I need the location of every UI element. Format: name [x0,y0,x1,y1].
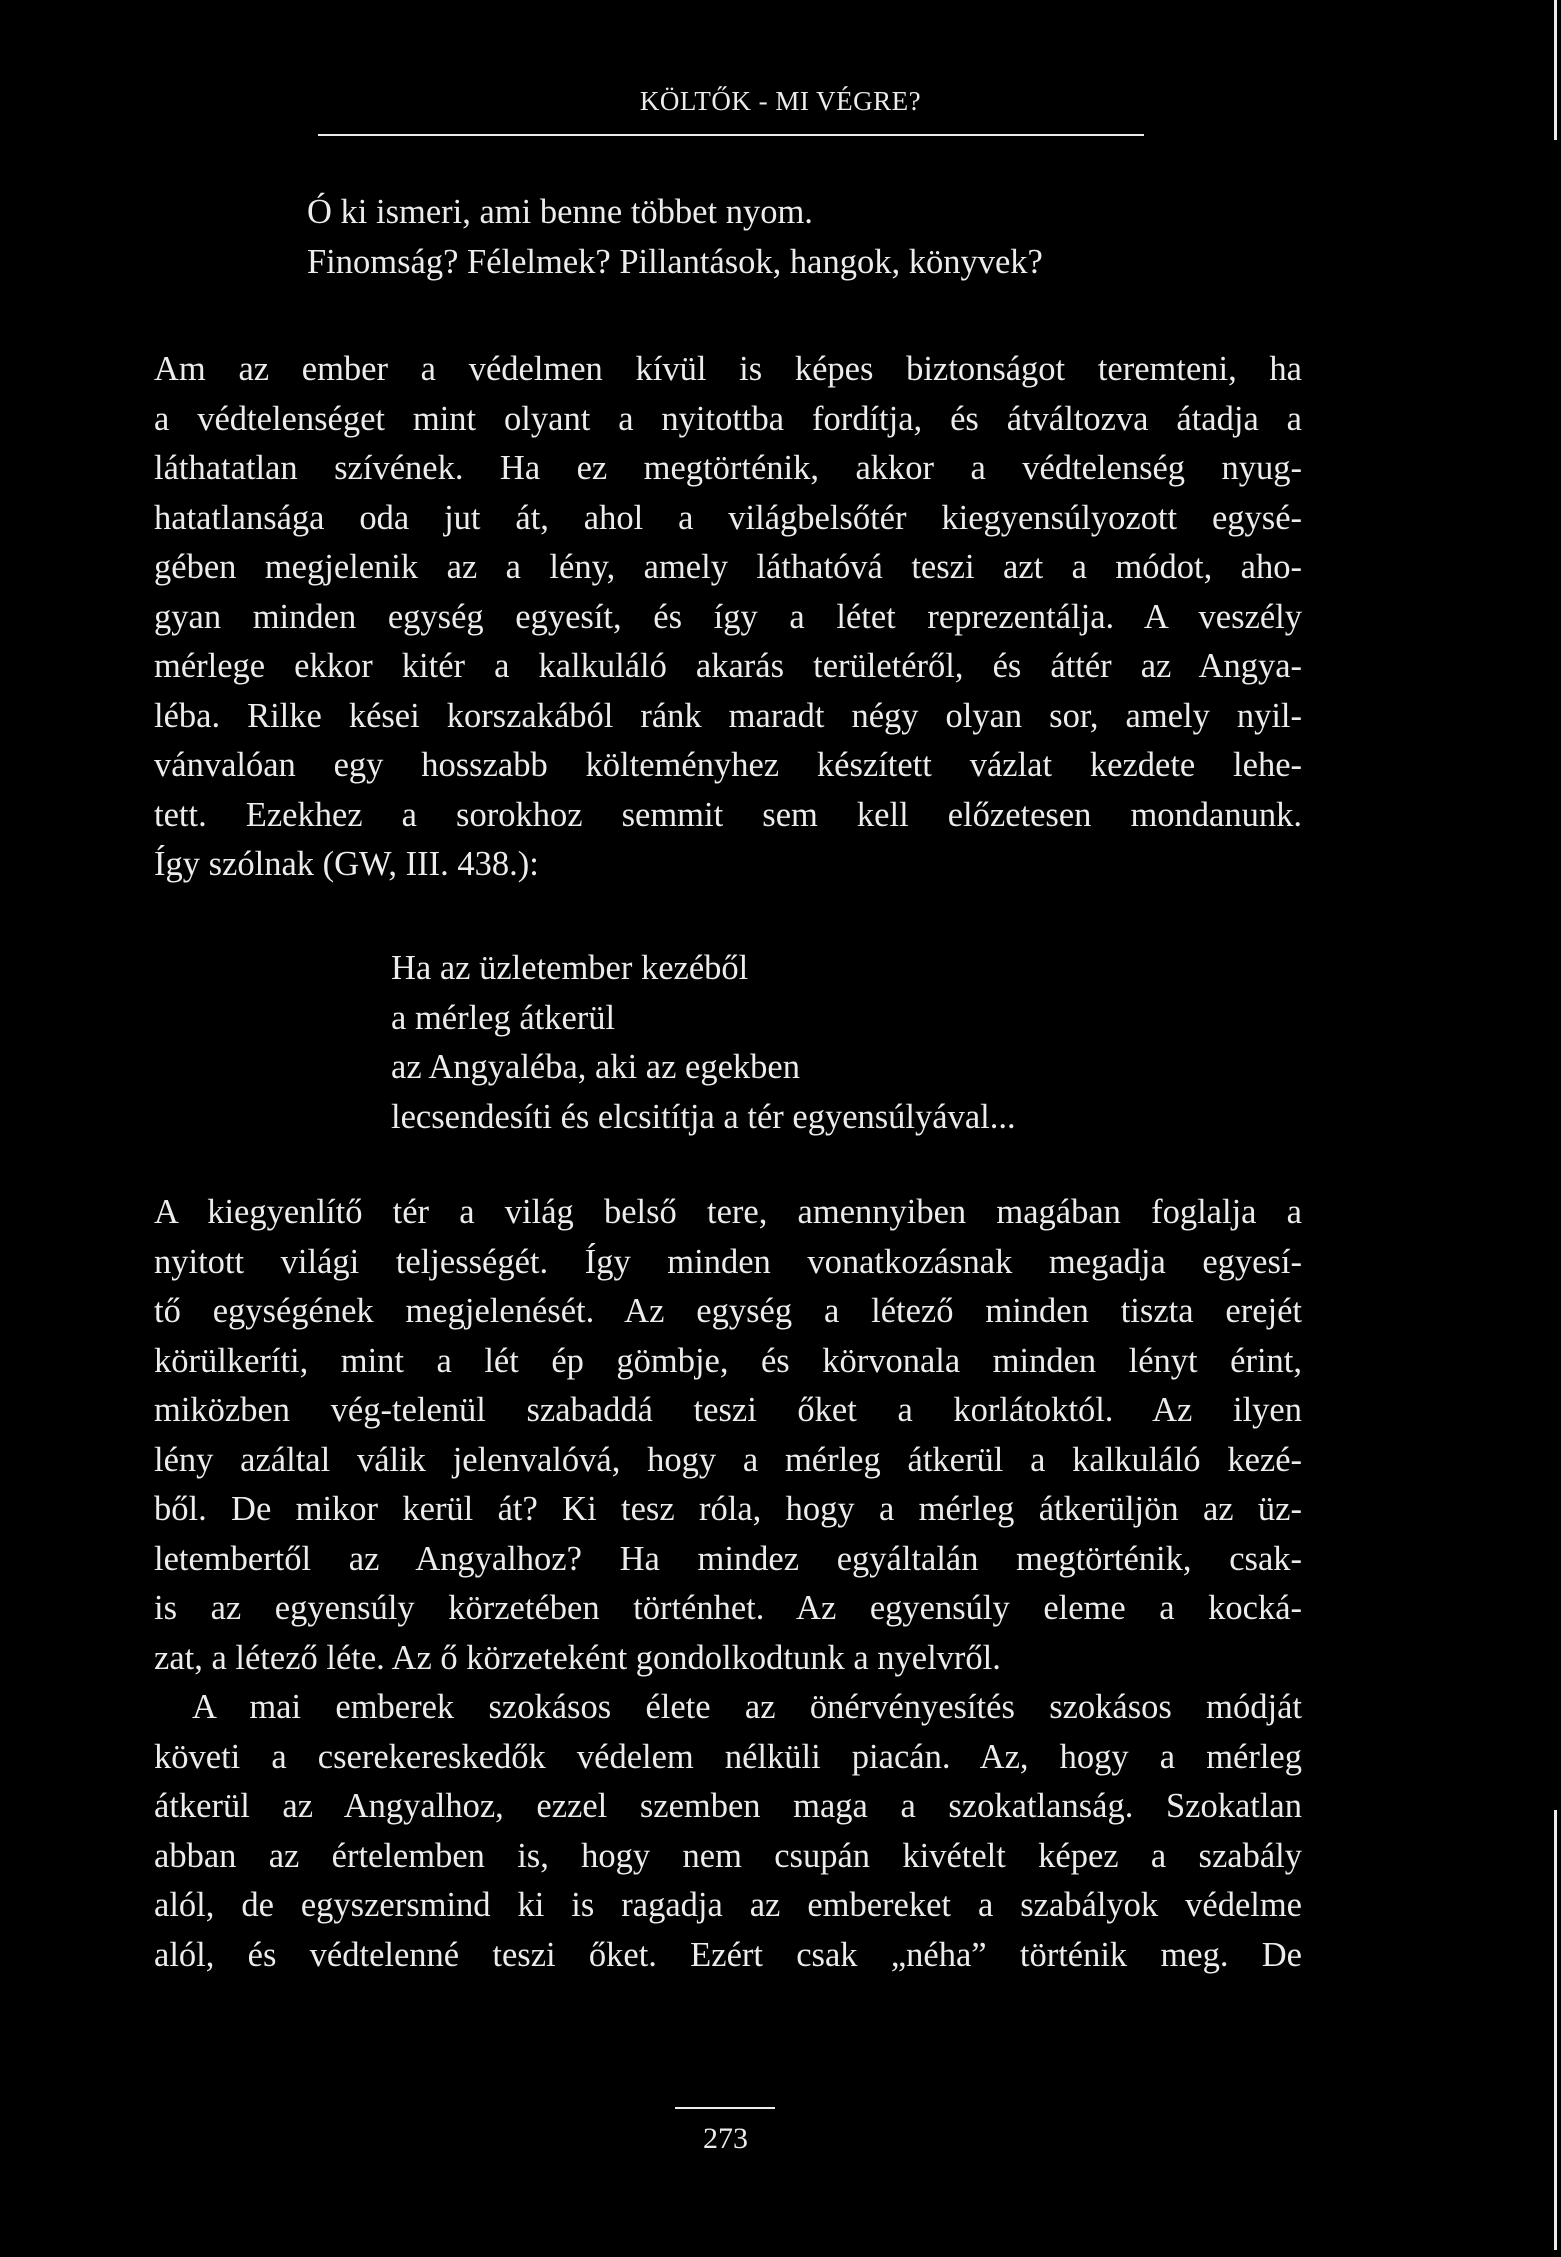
paragraph-line: ből. De mikor kerül át? Ki tesz róla, hogy a mérleg átkerüljön az üz- [154,1490,1302,1528]
paragraph-line: körülkeríti, mint a lét ép gömbje, és körvonala minden lényt érint, [154,1341,1302,1380]
paragraph-line: zat, a létező léte. Az ő körzeteként gondolkodtunk a nyelvről. [154,1638,1001,1677]
page-edge-mark-top [1554,0,1557,140]
paragraph-line: Így szólnak (GW, III. 438.): [154,845,539,883]
paragraph-line: abban az értelemben is, hogy nem csupán kivételt képez a szabály [154,1836,1302,1875]
running-title: KÖLTŐK - MI VÉGRE? [639,86,922,116]
page-number: 273 [703,2122,748,2155]
paragraph-line: követi a cserekereskedők védelem nélküli piacán. Az, hogy a mérleg [154,1737,1302,1776]
paragraph-line: léba. Rilke kései korszakából ránk maradt négy olyan sor, amely nyil- [154,696,1302,735]
body-paragraph-1 [154,345,1302,890]
paragraph-line: tett. Ezekhez a sorokhoz semmit sem kell előzetesen mondanunk. [154,795,1302,834]
body-paragraphs-2-3 [154,1188,1302,1980]
paragraph-line: letembertől az Angyalhoz? Ha mindez egyáltalán megtörténik, csak- [154,1539,1302,1578]
paragraph-line: mérlege ekkor kitér a kalkuláló akarás területéről, és áttér az Angya- [154,647,1302,685]
verse-quote [391,944,1291,1142]
paragraph-line: Am az ember a védelmen kívül is képes biztonságot teremteni, ha [154,350,1302,388]
verse-line: a mérleg átkerül [391,998,616,1037]
verse-line: lecsendesíti és elcsitítja a tér egyensúlyával... [391,1097,1016,1136]
epigraph [307,188,1207,287]
paragraph-line: a védtelenséget mint olyant a nyitottba fordítja, és átváltozva átadja a [154,399,1302,438]
paragraph-line: átkerül az Angyalhoz, ezzel szemben maga a szokatlanság. Szokatlan [154,1787,1302,1825]
epigraph-line: Finomság? Félelmek? Pillantások, hangok, könyvek? [307,242,1043,281]
header-rule [318,134,1144,136]
epigraph-line: Ó ki ismeri, ami benne többet nyom. [307,193,813,231]
paragraph-line: is az egyensúly körzetében történhet. Az egyensúly eleme a kocká- [154,1589,1302,1627]
paragraph-line: alól, de egyszersmind ki is ragadja az embereket a szabályok védelme [154,1886,1302,1924]
paragraph-line: lény azáltal válik jelenvalóvá, hogy a mérleg átkerül a kalkuláló kezé- [154,1440,1302,1479]
paragraph-line: láthatatlan szívének. Ha ez megtörténik, akkor a védtelenség nyug- [154,449,1302,487]
paragraph-line: A kiegyenlítő tér a világ belső tere, amennyiben magában foglalja a [154,1193,1302,1231]
paragraph-line: gében megjelenik az a lény, amely láthatóvá teszi azt a módot, aho- [154,548,1302,586]
paragraph-line: gyan minden egység egyesít, és így a létet reprezentálja. A veszély [154,597,1302,636]
verse-line: Ha az üzletember kezéből [391,949,749,987]
paragraph-line: hatatlansága oda jut át, ahol a világbelsőtér kiegyensúlyozott egysé- [154,498,1302,537]
paragraph-line: alól, és védtelenné teszi őket. Ezért csak „néha” történik meg. De [154,1935,1302,1974]
page-edge-mark-bottom [1554,1810,1557,2250]
paragraph-line: miközben vég-telenül szabaddá teszi őket a korlátoktól. Az ilyen [154,1391,1302,1429]
footer-rule [675,2107,775,2109]
paragraph-line: tő egységének megjelenését. Az egység a létező minden tiszta erejét [154,1292,1302,1330]
paragraph-line: nyitott világi teljességét. Így minden vonatkozásnak megadja egyesí- [154,1242,1302,1281]
paragraph-line: A mai emberek szokásos élete az önérvényesítés szokásos módját [192,1688,1302,1726]
paragraph-line: vánvalóan egy hosszabb költeményhez készített vázlat kezdete lehe- [154,746,1302,784]
verse-line: az Angyaléba, aki az egekben [391,1048,800,1086]
